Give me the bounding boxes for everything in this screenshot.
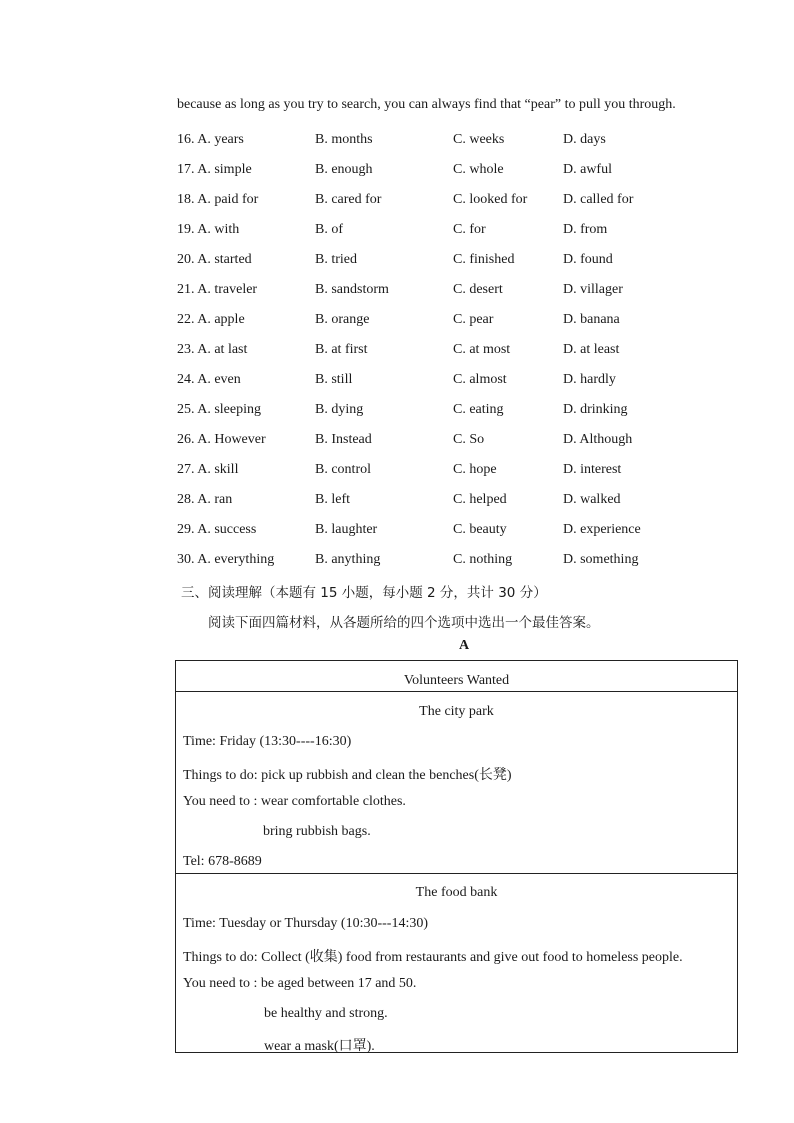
option-c: C. beauty [453, 522, 507, 537]
option-b: B. orange [315, 312, 370, 327]
question-29-options [177, 522, 697, 542]
option-b: B. dying [315, 402, 364, 417]
option-b: B. Instead [315, 432, 372, 447]
option-b: B. sandstorm [315, 282, 389, 297]
park-heading: The city park [419, 704, 494, 719]
notice-title: Volunteers Wanted [403, 673, 510, 688]
option-b: B. of [315, 222, 343, 237]
question-16-options [177, 132, 697, 152]
option-b: B. anything [315, 552, 381, 567]
option-b: B. laughter [315, 522, 378, 537]
park-time: Time: Friday (13:30----16:30) [183, 734, 352, 749]
passage-label: A [458, 638, 470, 653]
option-a: 16. A. years [177, 132, 244, 147]
question-20-options [177, 252, 697, 272]
option-b: B. control [315, 462, 371, 477]
question-24-options [177, 372, 697, 392]
section-divider [176, 873, 737, 874]
option-c: C. helped [453, 492, 507, 507]
option-c: C. pear [453, 312, 494, 327]
option-d: D. drinking [563, 402, 628, 417]
question-17-options [177, 162, 697, 182]
option-d: D. walked [563, 492, 621, 507]
option-d: D. experience [563, 522, 641, 537]
option-a: 20. A. started [177, 252, 252, 267]
question-18-options [177, 192, 697, 212]
option-d: D. something [563, 552, 639, 567]
food-bank-time: Time: Tuesday or Thursday (10:30---14:30) [183, 916, 428, 931]
section-heading: 三、阅读理解（本题有 15 小题，每小题 2 分，共计 30 分） [181, 585, 547, 601]
question-23-options [177, 342, 697, 362]
option-a: 29. A. success [177, 522, 257, 537]
question-19-options [177, 222, 697, 242]
option-a: 30. A. everything [177, 552, 275, 567]
passage-closing-line: because as long as you try to search, you can always find that “pear” to pull you through. [177, 97, 676, 112]
option-a: 23. A. at last [177, 342, 248, 357]
option-d: D. banana [563, 312, 620, 327]
option-d: D. from [563, 222, 608, 237]
option-d: D. found [563, 252, 613, 267]
food-bank-requirement-1: You need to : be aged between 17 and 50. [183, 976, 417, 991]
food-bank-requirement-3: wear a mask(口罩). [264, 1039, 375, 1054]
option-c: C. finished [453, 252, 515, 267]
option-b: B. cared for [315, 192, 382, 207]
option-c: C. at most [453, 342, 511, 357]
option-c: C. desert [453, 282, 503, 297]
option-c: C. nothing [453, 552, 513, 567]
option-b: B. enough [315, 162, 373, 177]
option-b: B. months [315, 132, 373, 147]
question-26-options [177, 432, 697, 452]
option-c: C. whole [453, 162, 504, 177]
question-28-options [177, 492, 697, 512]
option-a: 19. A. with [177, 222, 240, 237]
option-a: 22. A. apple [177, 312, 245, 327]
park-tel: Tel: 678-8689 [183, 854, 262, 869]
park-requirement-2: bring rubbish bags. [263, 824, 371, 839]
title-divider [176, 691, 737, 692]
option-d: D. called for [563, 192, 634, 207]
option-d: D. Although [563, 432, 633, 447]
option-d: D. villager [563, 282, 623, 297]
food-bank-things-to-do: Things to do: Collect (收集) food from restaurants and give out food to homeless people. [183, 950, 683, 965]
option-d: D. interest [563, 462, 622, 477]
option-c: C. weeks [453, 132, 505, 147]
park-requirement-1: You need to : wear comfortable clothes. [183, 794, 406, 809]
question-22-options [177, 312, 697, 332]
option-d: D. days [563, 132, 606, 147]
option-b: B. still [315, 372, 353, 387]
option-c: C. hope [453, 462, 497, 477]
option-c: C. eating [453, 402, 504, 417]
question-21-options [177, 282, 697, 302]
option-d: D. at least [563, 342, 620, 357]
option-b: B. left [315, 492, 350, 507]
question-25-options [177, 402, 697, 422]
option-b: B. at first [315, 342, 368, 357]
option-c: C. for [453, 222, 486, 237]
park-things-to-do: Things to do: pick up rubbish and clean the benches(长凳) [183, 768, 512, 783]
option-a: 25. A. sleeping [177, 402, 261, 417]
option-a: 26. A. However [177, 432, 266, 447]
option-d: D. awful [563, 162, 612, 177]
option-a: 21. A. traveler [177, 282, 258, 297]
option-c: C. almost [453, 372, 507, 387]
option-a: 24. A. even [177, 372, 241, 387]
option-a: 18. A. paid for [177, 192, 259, 207]
option-b: B. tried [315, 252, 357, 267]
question-27-options [177, 462, 697, 482]
option-a: 28. A. ran [177, 492, 233, 507]
question-30-options [177, 552, 697, 572]
volunteers-notice-table [175, 660, 738, 1053]
reading-instruction: 阅读下面四篇材料，从各题所给的四个选项中选出一个最佳答案。 [208, 615, 600, 631]
food-bank-requirement-2: be healthy and strong. [264, 1006, 388, 1021]
option-c: C. So [453, 432, 485, 447]
option-c: C. looked for [453, 192, 528, 207]
option-a: 27. A. skill [177, 462, 239, 477]
option-d: D. hardly [563, 372, 616, 387]
food-bank-heading: The food bank [415, 885, 498, 900]
option-a: 17. A. simple [177, 162, 252, 177]
